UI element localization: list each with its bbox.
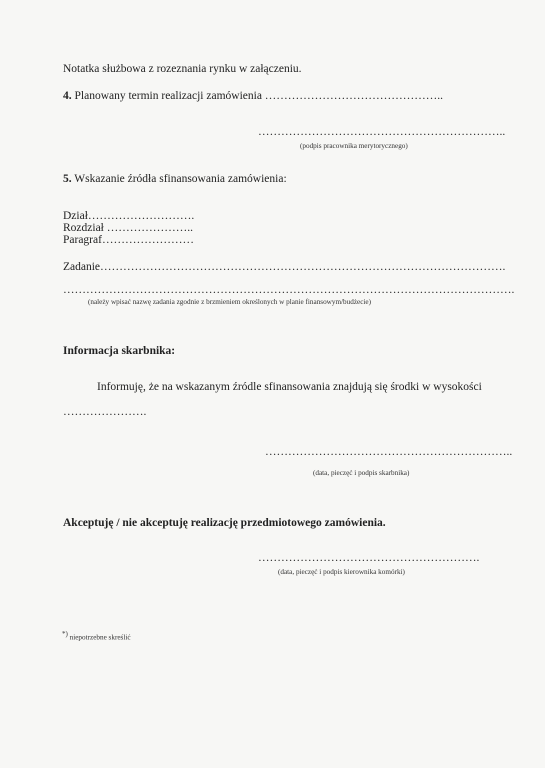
- section-4: [63, 89, 443, 103]
- treasurer-caption: (data, pieczęć i podpis skarbnika): [313, 469, 410, 477]
- footnote-text: niepotrzebne skreślić: [69, 633, 131, 642]
- signature-1-caption: (podpis pracownika merytorycznego): [300, 142, 408, 150]
- treasurer-heading: Informacja skarbnika:: [63, 345, 176, 357]
- footnote: [62, 627, 131, 644]
- signature-1-dots: ………………………………………………………..: [258, 126, 506, 138]
- acceptance-sign-dots: ………………………………………………….: [258, 552, 480, 564]
- section-5-number: 5.: [63, 173, 72, 185]
- note-line: Notatka służbowa z rozeznania rynku w załączeniu.: [63, 63, 302, 75]
- budget-rozdzial: Rozdział …………………..: [63, 222, 193, 234]
- task-caption: (należy wpisać nazwę zadania zgodnie z brzmieniem określonych w planie finansowym/budżecie): [88, 298, 371, 306]
- task-dots: ……………………………………………………………………………………………………….: [63, 284, 515, 296]
- section-5-text: Wskazanie źródła sfinansowania zamówienia:: [74, 173, 287, 185]
- acceptance-heading: Akceptuję / nie akceptuję realizację przedmiotowego zamówienia.: [63, 517, 386, 529]
- budget-paragraf: Paragraf……………………: [63, 234, 194, 246]
- treasurer-amount-dots: ………………….: [63, 406, 147, 418]
- section-4-number: 4.: [63, 90, 72, 102]
- section-5: [63, 172, 287, 186]
- task-label: Zadanie…………………………………………………………………………………………….: [63, 261, 506, 273]
- acceptance-caption: (data, pieczęć i podpis kierownika komórki): [278, 568, 405, 576]
- budget-dzial: Dział……………………….: [63, 210, 195, 222]
- section-4-text: Planowany termin realizacji zamówienia ………………………………………..: [74, 90, 444, 102]
- treasurer-text: Informuję, że na wskazanym źródle sfinansowania znajdują się środki w wysokości: [97, 381, 482, 393]
- treasurer-sign-dots: ………………………………………………………..: [265, 446, 513, 458]
- footnote-mark: *): [62, 630, 68, 638]
